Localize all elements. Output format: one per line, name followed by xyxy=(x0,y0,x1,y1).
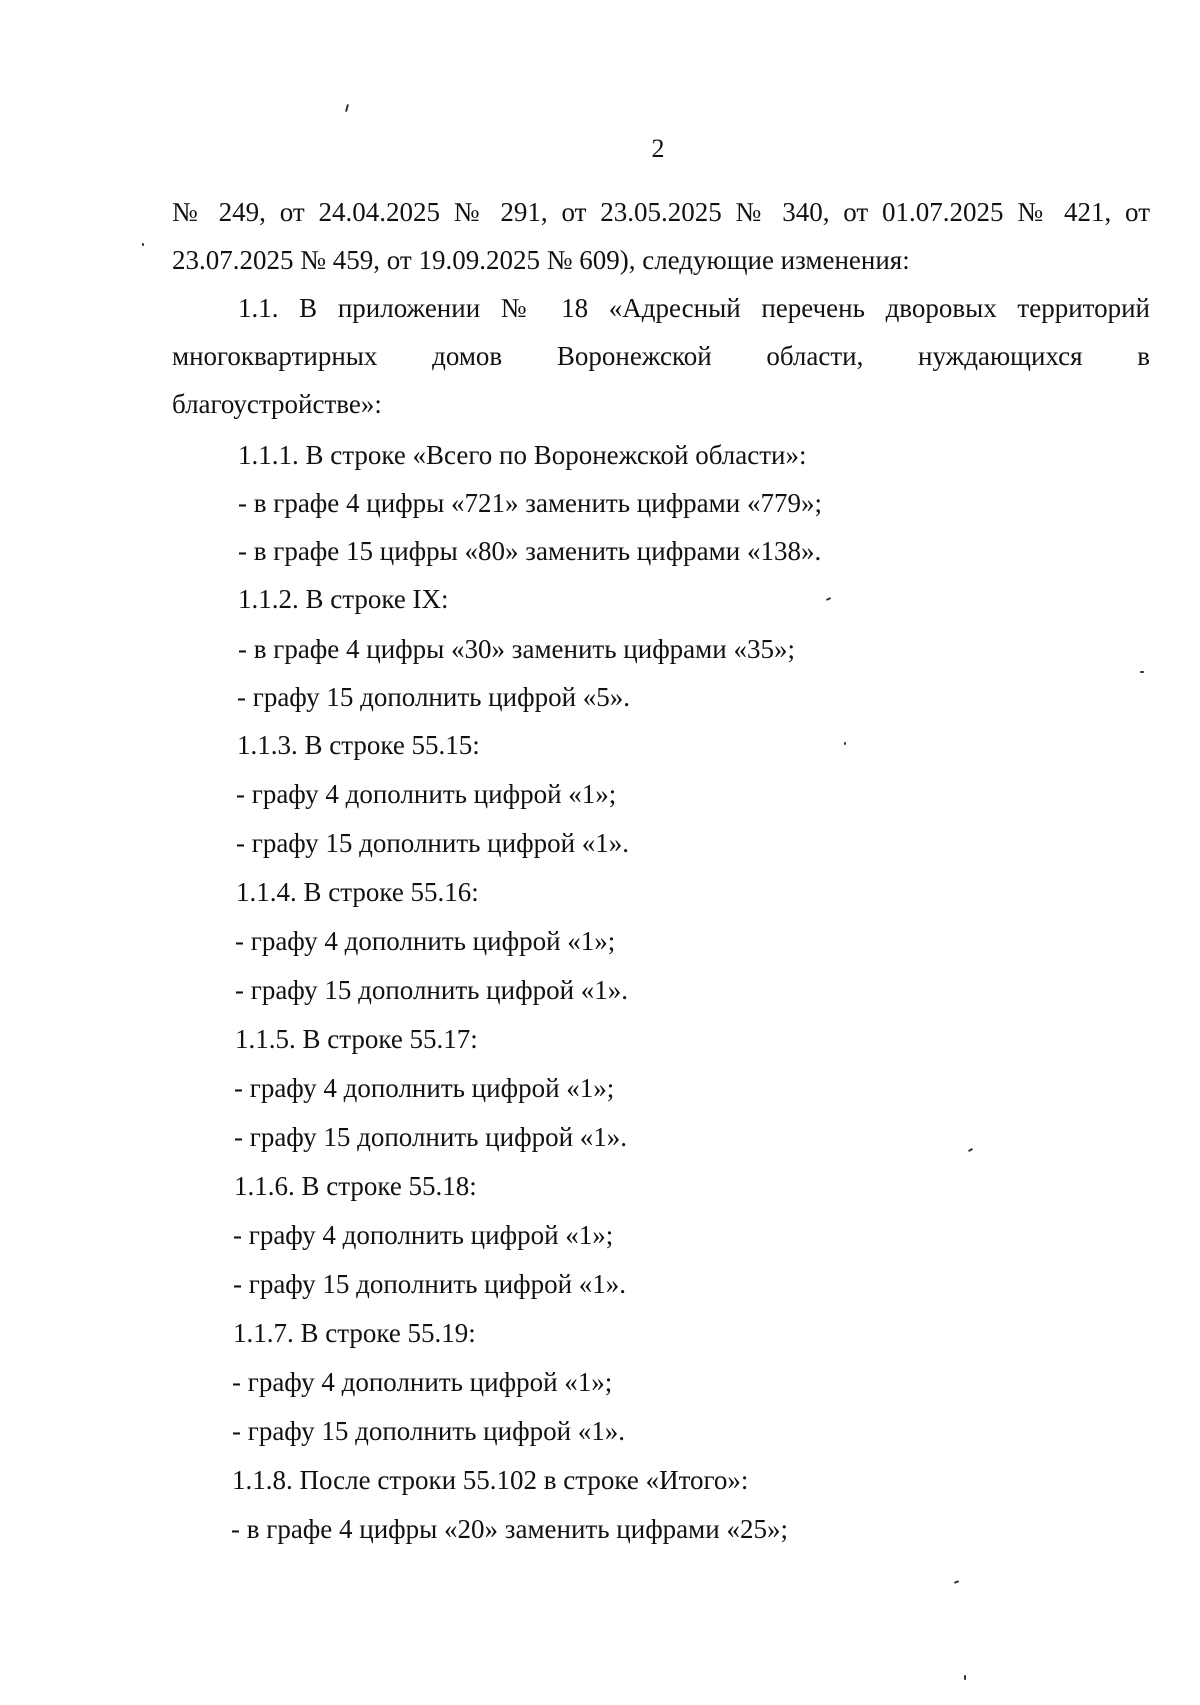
list-item: 1.1.4. В строке 55.16: xyxy=(236,877,479,907)
page-number: 2 xyxy=(651,134,665,163)
document-body xyxy=(172,188,1150,428)
scan-speck xyxy=(826,597,831,601)
list-item: - графу 15 дополнить цифрой «1». xyxy=(233,1269,627,1299)
intro-line-1: № 249, от 24.04.2025 № 291, от 23.05.2025 № 340, от 01.07.2025 № 421, от xyxy=(172,197,1150,227)
list-item: - графу 4 дополнить цифрой «1»; xyxy=(236,779,617,809)
list-item: 1.1.6. В строке 55.18: xyxy=(234,1171,477,1201)
list-item: - графу 15 дополнить цифрой «5». xyxy=(237,682,631,712)
list-item: - графу 4 дополнить цифрой «1»; xyxy=(234,1073,615,1103)
list-item: - в графе 4 цифры «721» заменить цифрами «779»; xyxy=(238,488,822,518)
scan-speck xyxy=(964,1675,966,1680)
scan-speck xyxy=(142,243,144,246)
section-1-1-line-3: благоустройстве»: xyxy=(172,389,382,419)
section-1-1-line-2: многоквартирных домов Воронежской области, нуждающихся в xyxy=(172,341,1150,371)
list-item: - графу 15 дополнить цифрой «1». xyxy=(234,1122,628,1152)
section-1-1-line-1: 1.1. В приложении № 18 «Адресный перечень дворовых территорий xyxy=(238,293,1150,323)
scan-speck xyxy=(968,1148,973,1152)
list-item: - графу 4 дополнить цифрой «1»; xyxy=(233,1220,614,1250)
list-item: 1.1.5. В строке 55.17: xyxy=(235,1024,478,1054)
scan-speck xyxy=(954,1580,959,1584)
scan-speck xyxy=(844,742,846,745)
list-item: - графу 15 дополнить цифрой «1». xyxy=(235,975,629,1005)
list-item: - в графе 4 цифры «20» заменить цифрами «25»; xyxy=(231,1514,788,1544)
list-item: - в графе 4 цифры «30» заменить цифрами «35»; xyxy=(238,634,795,664)
list-item: 1.1.3. В строке 55.15: xyxy=(237,730,480,760)
intro-line-2: 23.07.2025 № 459, от 19.09.2025 № 609), следующие изменения: xyxy=(172,245,910,275)
list-item: 1.1.1. В строке «Всего по Воронежской области»: xyxy=(238,440,807,470)
list-item: - графу 15 дополнить цифрой «1». xyxy=(232,1416,626,1446)
list-item: - в графе 15 цифры «80» заменить цифрами «138». xyxy=(238,536,822,566)
scan-speck xyxy=(345,104,349,112)
list-item: 1.1.7. В строке 55.19: xyxy=(233,1318,476,1348)
list-item: 1.1.8. После строки 55.102 в строке «Итого»: xyxy=(232,1465,749,1495)
list-item: - графу 4 дополнить цифрой «1»; xyxy=(235,926,616,956)
scan-speck xyxy=(1140,671,1144,673)
list-item: 1.1.2. В строке IX: xyxy=(238,584,449,614)
list-item: - графу 15 дополнить цифрой «1». xyxy=(236,828,630,858)
list-item: - графу 4 дополнить цифрой «1»; xyxy=(232,1367,613,1397)
